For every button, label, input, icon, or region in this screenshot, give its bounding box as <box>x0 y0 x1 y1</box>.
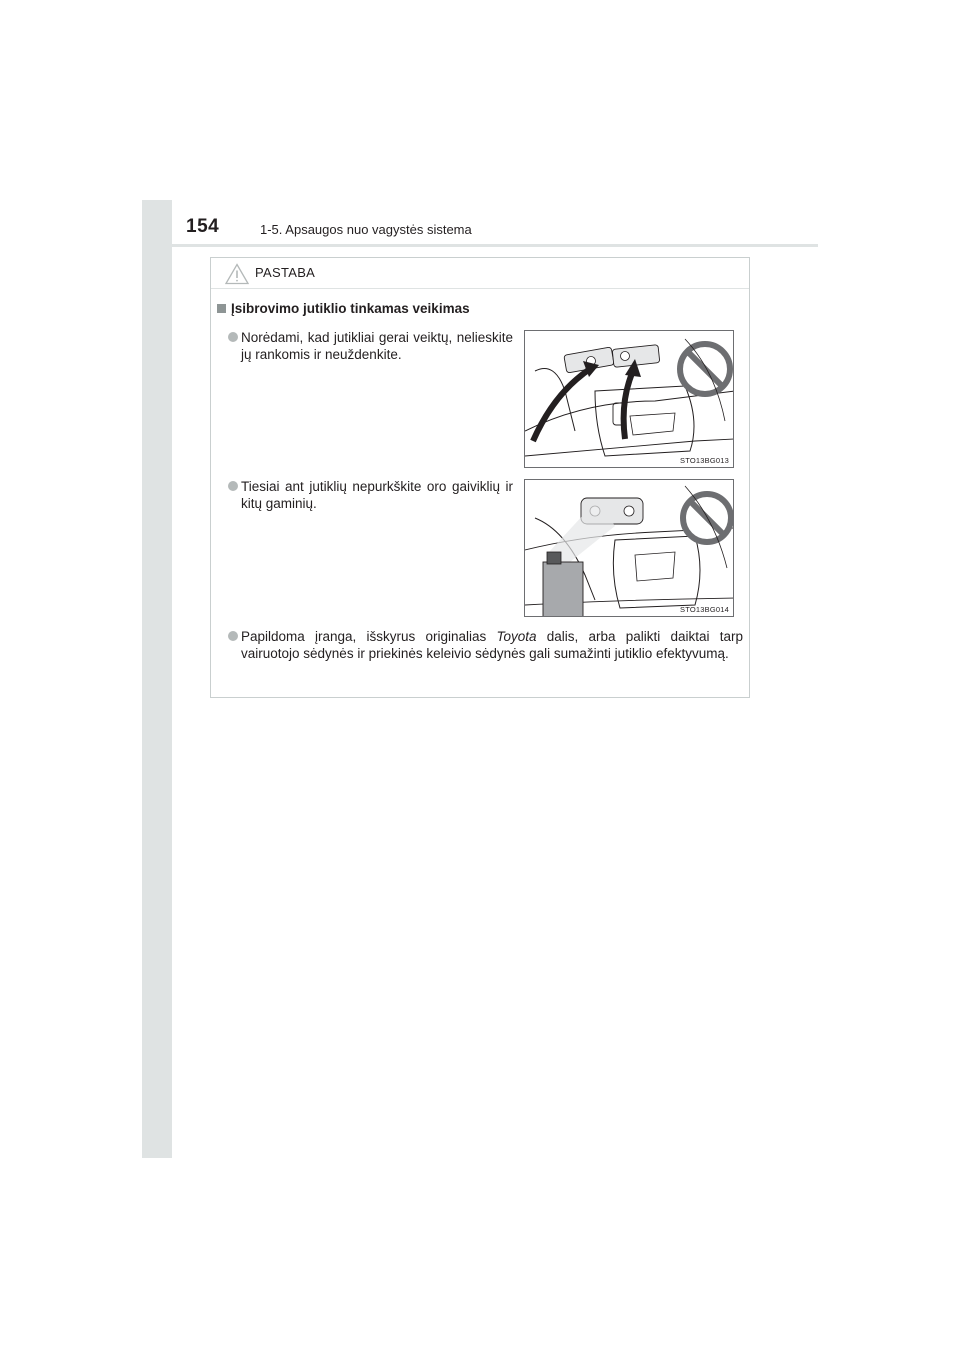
notice-header <box>211 258 749 289</box>
illustration-hands-on-sensor <box>525 331 734 468</box>
figure-code: STO13BG013 <box>680 456 729 465</box>
figure-sensor-spray <box>524 479 734 617</box>
figure-sensor-hands <box>524 330 734 468</box>
brand-name: Toyota <box>496 629 537 644</box>
header-rule <box>142 244 818 247</box>
figure-code: STO13BG014 <box>680 605 729 614</box>
notice-box <box>210 257 750 698</box>
section-title: 1-5. Apsaugos nuo vagystės sistema <box>260 222 472 237</box>
square-bullet-icon <box>217 304 226 313</box>
bullet-item: Tiesiai ant jutiklių nepurkškite oro gaiviklių ir kitų gaminių. <box>241 478 513 512</box>
bullet-dot-icon <box>228 332 238 342</box>
side-strip <box>142 200 172 1158</box>
page-number: 154 <box>186 216 220 237</box>
illustration-spray-on-sensor <box>525 480 734 617</box>
bullet-item: Norėdami, kad jutikliai gerai veiktų, nelieskite jų rankomis ir neuždenkite. <box>241 329 513 363</box>
notice-label: PASTABA <box>255 265 316 280</box>
bullet-dot-icon <box>228 481 238 491</box>
notice-heading: Įsibrovimo jutiklio tinkamas veikimas <box>211 301 470 316</box>
warning-triangle-icon <box>225 263 249 285</box>
bullet-dot-icon <box>228 631 238 641</box>
bullet-item: Papildoma įranga, išskyrus originalias Toyota dalis, arba palikti daiktai tarp vairuotojo sėdynės ir priekinės keleivio sėdynės gali sumažinti jutiklio efektyvumą. <box>241 628 743 662</box>
